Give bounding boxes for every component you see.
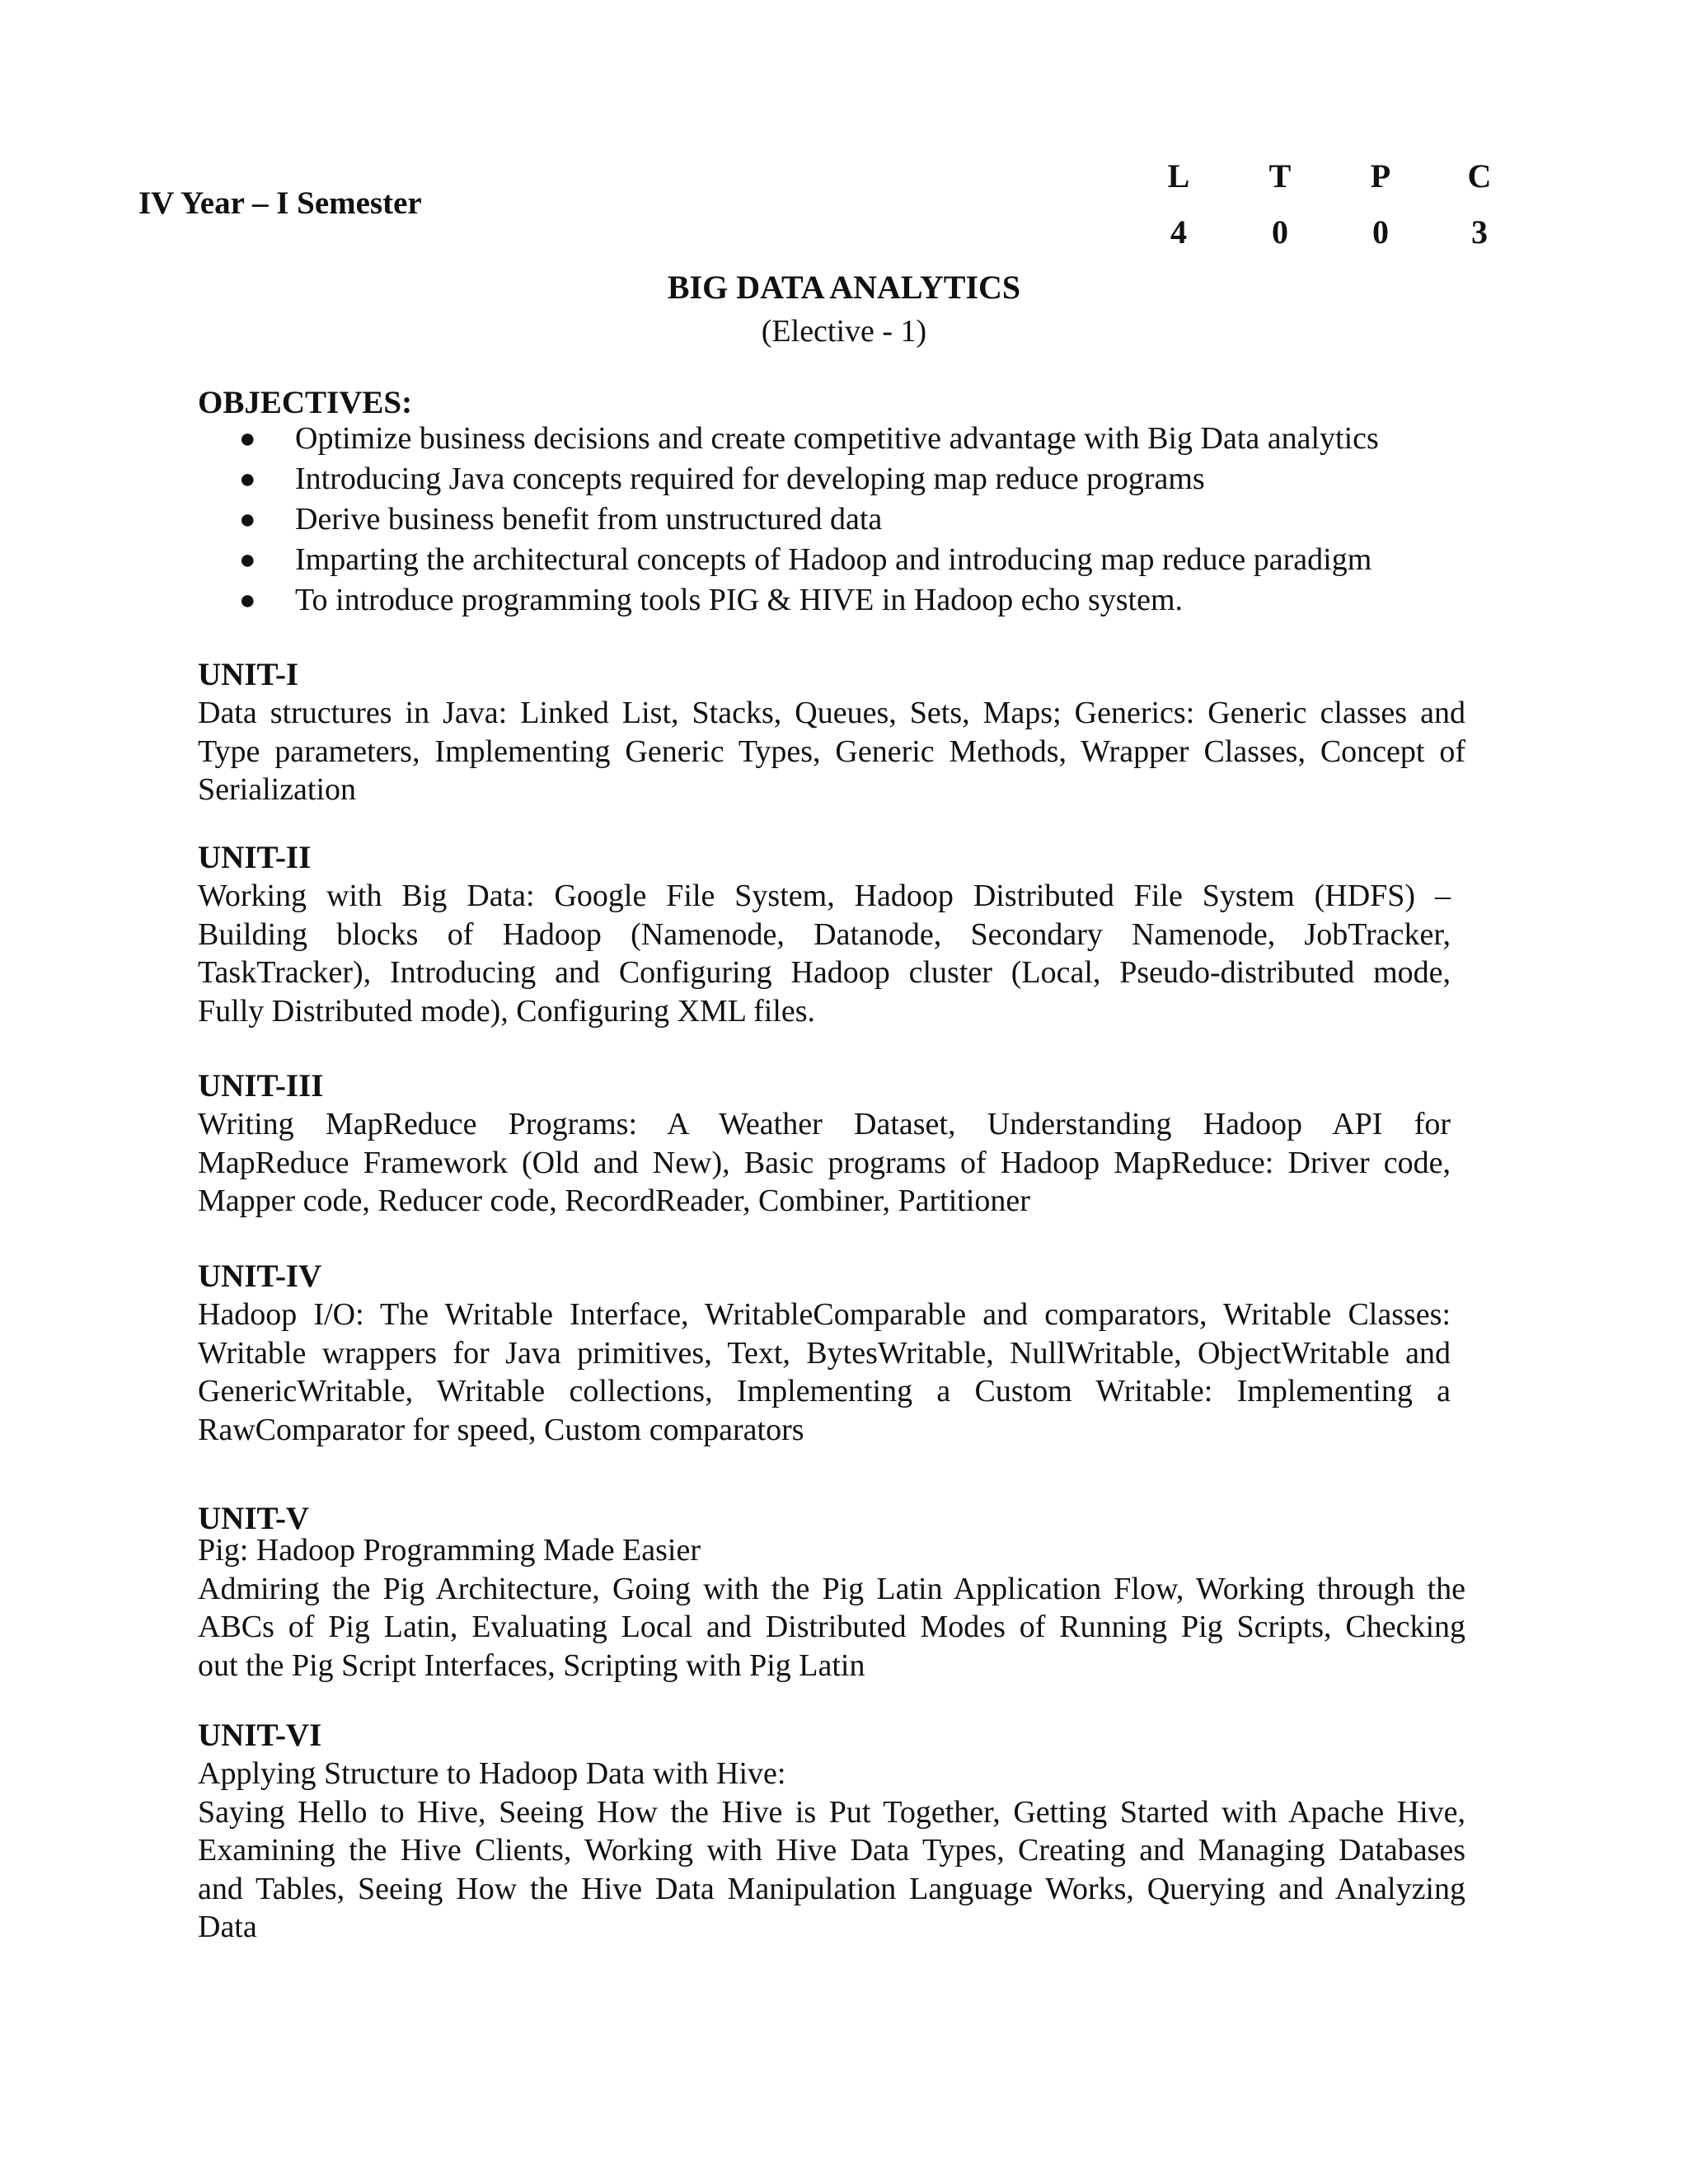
ltpc-value-p: 0	[1372, 213, 1389, 251]
objective-item: ● To introduce programming tools PIG & HIVE in Hadoop echo system.	[239, 580, 1379, 621]
unit-4-line: Hadoop I/O: The Writable Interface, WritableComparable and comparators, Writable Classes:	[198, 1297, 1451, 1332]
unit-1-body	[198, 694, 1465, 809]
unit-6-line: Data	[198, 1910, 257, 1944]
bullet-icon: ●	[239, 504, 256, 535]
bullet-icon: ●	[239, 464, 256, 494]
ltpc-value-c: 3	[1471, 213, 1488, 251]
unit-3-heading: UNIT-III	[198, 1068, 324, 1104]
unit-5-heading: UNIT-V	[198, 1501, 310, 1536]
unit-5-line: Pig: Hadoop Programming Made Easier	[198, 1533, 701, 1568]
unit-4-heading: UNIT-IV	[198, 1258, 322, 1294]
objective-item: ● Introducing Java concepts required for developing map reduce programs	[239, 459, 1379, 499]
unit-3-line: MapReduce Framework (Old and New), Basic programs of Hadoop MapReduce: Driver code,	[198, 1145, 1451, 1180]
ltpc-label-c: C	[1467, 157, 1492, 194]
unit-6-line: and Tables, Seeing How the Hive Data Manipulation Language Works, Querying and Analyzing	[198, 1871, 1465, 1906]
unit-6-line: Examining the Hive Clients, Working with Hive Data Types, Creating and Managing Databases	[198, 1833, 1465, 1868]
objective-item: ● Derive business benefit from unstructured data	[239, 499, 1379, 540]
course-subtitle: (Elective - 1)	[761, 314, 927, 349]
unit-6-line: Applying Structure to Hadoop Data with Hive:	[198, 1756, 786, 1791]
unit-6-body	[198, 1755, 1465, 1947]
unit-4-line: RawComparator for speed, Custom comparators	[198, 1412, 804, 1447]
objectives-heading: OBJECTIVES:	[198, 385, 413, 420]
ltpc-label-t: T	[1268, 157, 1292, 194]
unit-6-line: Saying Hello to Hive, Seeing How the Hive is Put Together, Getting Started with Apache Hive,	[198, 1794, 1465, 1830]
course-title: BIG DATA ANALYTICS	[667, 269, 1021, 306]
unit-2-line: TaskTracker), Introducing and Configuring Hadoop cluster (Local, Pseudo-distributed mode,	[198, 955, 1451, 990]
unit-2-body	[198, 877, 1451, 1030]
unit-6-heading: UNIT-VI	[198, 1718, 322, 1753]
ltpc-value-l: 4	[1170, 213, 1187, 251]
unit-3-body	[198, 1105, 1451, 1221]
ltpc-label-l: L	[1167, 157, 1190, 194]
unit-5-line: ABCs of Pig Latin, Evaluating Local and Distributed Modes of Running Pig Scripts, Checking	[198, 1610, 1465, 1644]
unit-1-heading: UNIT-I	[198, 657, 299, 692]
semester-label: IV Year – I Semester	[138, 185, 422, 221]
bullet-icon: ●	[239, 585, 256, 616]
ltpc-label-p: P	[1370, 157, 1391, 194]
unit-5-line: Admiring the Pig Architecture, Going with the Pig Latin Application Flow, Working through the	[198, 1571, 1465, 1606]
unit-4-line: Writable wrappers for Java primitives, Text, BytesWritable, NullWritable, ObjectWritable and	[198, 1335, 1451, 1371]
unit-1-line: Type parameters, Implementing Generic Types, Generic Methods, Wrapper Classes, Concept of	[198, 733, 1465, 769]
ltpc-value-t: 0	[1272, 213, 1288, 251]
objective-item: ● Imparting the architectural concepts of Hadoop and introducing map reduce paradigm	[239, 540, 1379, 580]
unit-4-body	[198, 1296, 1451, 1449]
unit-5-body	[198, 1531, 1465, 1685]
unit-2-line: Building blocks of Hadoop (Namenode, Datanode, Secondary Namenode, JobTracker,	[198, 916, 1451, 952]
unit-1-line: Serialization	[198, 772, 357, 807]
objective-item: ● Optimize business decisions and create competitive advantage with Big Data analytics	[239, 419, 1379, 459]
bullet-icon: ●	[239, 545, 256, 575]
unit-5-line: out the Pig Script Interfaces, Scripting with Pig Latin	[198, 1647, 865, 1683]
unit-2-line: Fully Distributed mode), Configuring XML files.	[198, 993, 816, 1029]
unit-2-heading: UNIT-II	[198, 840, 312, 875]
unit-4-line: GenericWritable, Writable collections, Implementing a Custom Writable: Implementing a	[198, 1374, 1451, 1408]
unit-2-line: Working with Big Data: Google File System, Hadoop Distributed File System (HDFS) –	[198, 879, 1451, 913]
unit-1-line: Data structures in Java: Linked List, Stacks, Queues, Sets, Maps; Generics: Generic classes and	[198, 696, 1465, 730]
unit-3-line: Mapper code, Reducer code, RecordReader, Combiner, Partitioner	[198, 1183, 1030, 1218]
objectives-list	[239, 419, 1379, 621]
bullet-icon: ●	[239, 424, 256, 454]
unit-3-line: Writing MapReduce Programs: A Weather Dataset, Understanding Hadoop API for	[198, 1107, 1451, 1141]
